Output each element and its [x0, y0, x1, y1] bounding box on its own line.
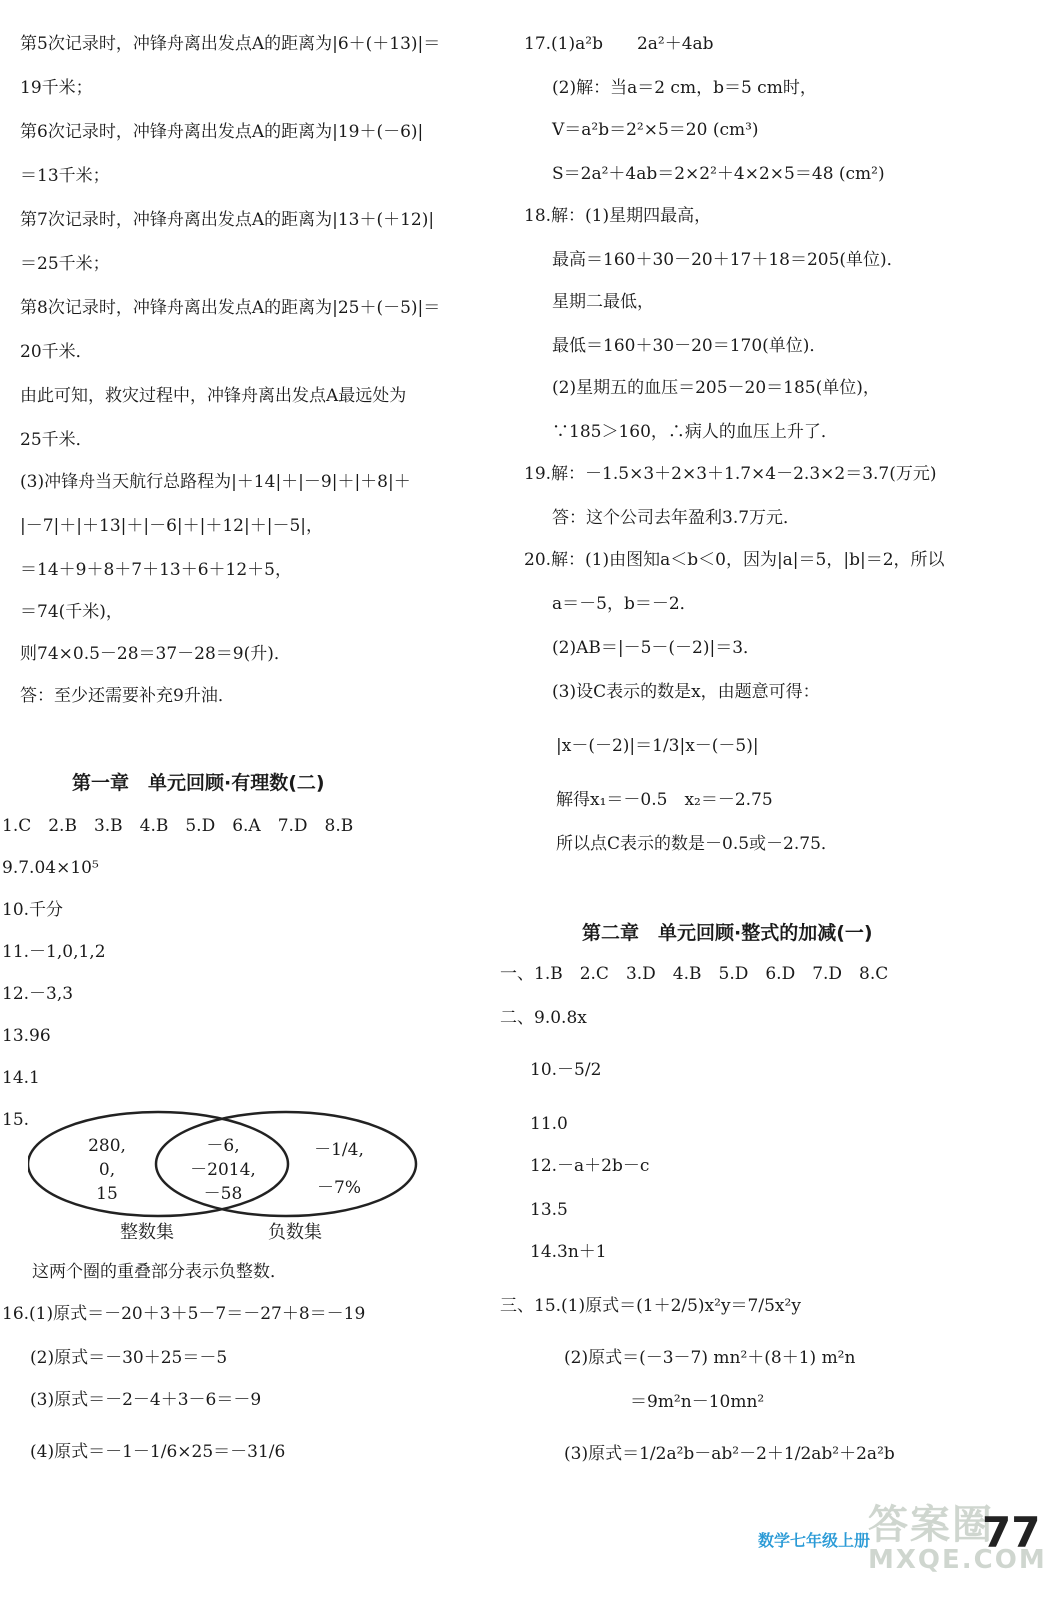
venn-right-item: －7% [317, 1178, 361, 1198]
text-line: a＝－5，b＝－2． [552, 594, 697, 614]
text-line: 答：至少还需要补充9升油． [20, 686, 235, 706]
text-line: ∵185＞160，∴病人的血压上升了． [552, 422, 838, 442]
text-line: (2)AB＝|－5－(－2)|＝3． [552, 638, 761, 658]
venn-diagram [28, 1108, 428, 1253]
text-line: 最高＝160＋30－20＋17＋18＝205(单位)． [552, 250, 904, 270]
text-line: 19千米； [20, 78, 93, 98]
text-line: ＝74(千米)， [20, 602, 123, 622]
section-title-chapter-2: 第二章 单元回顾·整式的加减(一) [582, 922, 873, 944]
text-line: S＝2a²＋4ab＝2×2²＋4×2×5＝48 (cm²) [552, 164, 885, 184]
text-line: (3)设C表示的数是x，由题意可得： [552, 682, 820, 702]
venn-right-item: －1/4, [314, 1140, 364, 1160]
text-line: 第7次记录时，冲锋舟离出发点A的距离为|13＋(＋12)| [20, 210, 435, 230]
text-line: 第8次记录时，冲锋舟离出发点A的距离为|25＋(－5)|＝ [20, 298, 441, 318]
text-line: 20.解：(1)由图知a＜b＜0，因为|a|＝5，|b|＝2，所以 [524, 550, 945, 570]
venn-note: 这两个圈的重叠部分表示负整数． [32, 1262, 287, 1282]
text-line: 18.解：(1)星期四最高， [524, 206, 712, 226]
venn-left-item: 280, [88, 1136, 126, 1156]
section-title-chapter-1: 第一章 单元回顾·有理数(二) [72, 772, 325, 794]
text-line: (2)星期五的血压＝205－20＝185(单位)， [552, 378, 880, 398]
answer-line: (4)原式＝－1－1/6×25＝－31/6 [30, 1442, 286, 1462]
text-line: (2)解：当a＝2 cm，b＝5 cm时， [552, 78, 817, 98]
venn-left-item: 0, [98, 1160, 116, 1180]
venn-middle-item: －6, [206, 1136, 240, 1156]
answer-line: 11.0 [530, 1114, 568, 1134]
text-line: |－7|＋|＋13|＋|－6|＋|＋12|＋|－5|， [20, 516, 323, 536]
answer-line: (3)原式＝－2－4＋3－6＝－9 [30, 1390, 262, 1410]
venn-left-item: 15 [96, 1184, 118, 1204]
answer-line: (2)原式＝－30＋25＝－5 [30, 1348, 228, 1368]
answer-line: 14.3n＋1 [530, 1242, 607, 1262]
text-line: 所以点C表示的数是－0.5或－2.75． [556, 834, 838, 854]
watermark-text: 答案圈 [868, 1502, 994, 1548]
text-line: V＝a²b＝2²×5＝20 (cm³) [552, 120, 759, 140]
answer-line: 11.－1,0,1,2 [2, 942, 106, 962]
text-line: 20千米． [20, 342, 93, 362]
integer-set-label: 整数集 [120, 1222, 174, 1243]
answer-line: (3)原式＝1/2a²b－ab²－2＋1/2ab²＋2a²b [564, 1444, 895, 1464]
answer-line: 12.－a＋2b－c [530, 1156, 650, 1176]
answer-line: 一、1.B 2.C 3.D 4.B 5.D 6.D 7.D 8.C [500, 964, 889, 984]
answer-line: 三、15.(1)原式＝(1＋2/5)x²y＝7/5x²y [500, 1296, 801, 1316]
answer-line: 10.千分 [2, 900, 64, 920]
watermark-url: MXQE.COM [868, 1545, 1047, 1575]
text-line: 第5次记录时，冲锋舟离出发点A的距离为|6＋(＋13)|＝ [20, 34, 441, 54]
answer-line: ＝9m²n－10mn² [630, 1392, 765, 1412]
book-title: 数学七年级上册 [758, 1531, 871, 1550]
answer-line: (2)原式＝(－3－7) mn²＋(8＋1) m²n [564, 1348, 856, 1368]
text-line: 解得x₁＝－0.5 x₂＝－2.75 [556, 790, 773, 810]
text-line: |x－(－2)|＝1/3|x－(－5)| [556, 736, 759, 756]
answer-line: 10.－5/2 [530, 1060, 602, 1080]
answer-line: 16.(1)原式＝－20＋3＋5－7＝－27＋8＝－19 [2, 1304, 366, 1324]
text-line: 第6次记录时，冲锋舟离出发点A的距离为|19＋(－6)| [20, 122, 424, 142]
answer-line: 1.C 2.B 3.B 4.B 5.D 6.A 7.D 8.B [2, 816, 354, 836]
answer-line: 12.－3,3 [2, 984, 74, 1004]
answer-line: 13.5 [530, 1200, 568, 1220]
text-line: 答：这个公司去年盈利3.7万元． [552, 508, 801, 528]
answer-line: 二、9.0.8x [500, 1008, 587, 1028]
page-number: 77 [982, 1508, 1041, 1557]
text-line: ＝13千米； [20, 166, 110, 186]
venn-middle-item: －58 [203, 1184, 243, 1204]
text-line: 星期二最低， [552, 292, 654, 312]
answer-line: 14.1 [2, 1068, 40, 1088]
text-line: 由此可知，救灾过程中，冲锋舟离出发点A最远处为 [20, 386, 407, 406]
text-line: ＝14＋9＋8＋7＋13＋6＋12＋5， [20, 560, 292, 580]
text-line: 17.(1)a²b 2a²＋4ab [524, 34, 714, 54]
answer-line: 9.7.04×10⁵ [2, 858, 99, 878]
venn-middle-item: －2014, [190, 1160, 256, 1180]
text-line: 最低＝160＋30－20＝170(单位)． [552, 336, 827, 356]
text-line: 则74×0.5－28＝37－28＝9(升)． [20, 644, 291, 664]
negative-set-label: 负数集 [268, 1222, 322, 1243]
text-line: 19.解：－1.5×3＋2×3＋1.7×4－2.3×2＝3.7(万元) [524, 464, 937, 484]
answer-line: 15. [2, 1110, 30, 1130]
text-line: 25千米． [20, 430, 93, 450]
text-line: ＝25千米； [20, 254, 110, 274]
answer-line: 13.96 [2, 1026, 51, 1046]
text-line: (3)冲锋舟当天航行总路程为|＋14|＋|－9|＋|＋8|＋ [20, 472, 411, 492]
